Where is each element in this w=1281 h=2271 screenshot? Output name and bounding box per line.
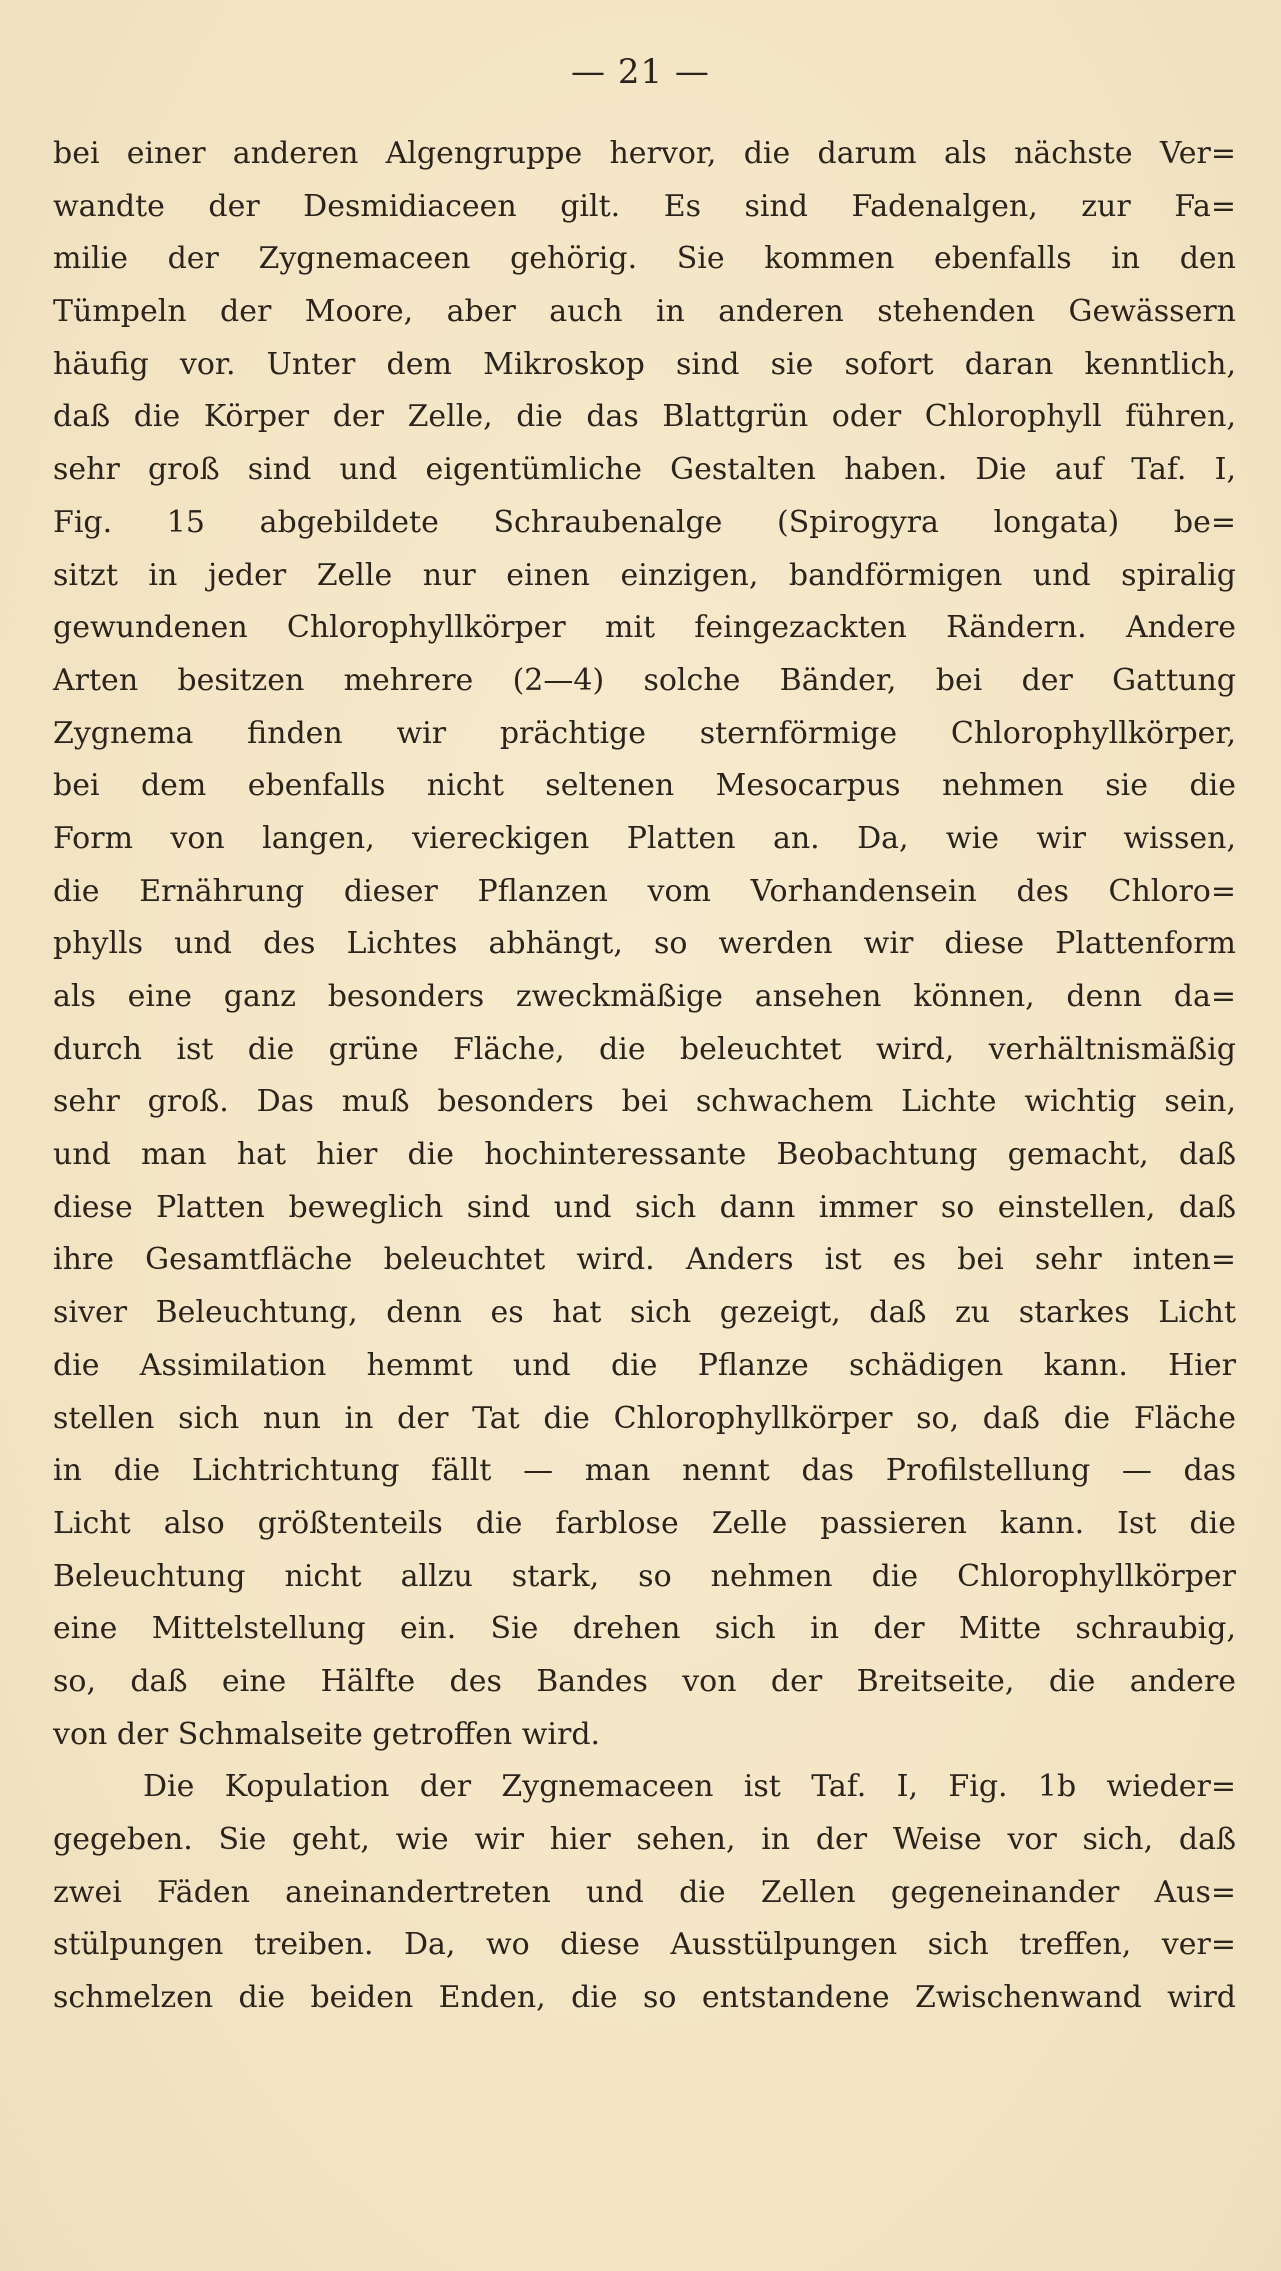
text-line: daß die Körper der Zelle, die das Blattgrün oder Chlorophyll führen, xyxy=(53,399,1236,435)
text-line: bei dem ebenfalls nicht seltenen Mesocarpus nehmen sie die xyxy=(53,768,1236,804)
text-line: Zygnema finden wir prächtige sternförmige Chlorophyllkörper, xyxy=(53,715,1236,751)
text-line: gegeben. Sie geht, wie wir hier sehen, in der Weise vor sich, daß xyxy=(53,1822,1236,1857)
body-text xyxy=(53,128,1236,2025)
text-line: Beleuchtung nicht allzu stark, so nehmen die Chlorophyllkörper xyxy=(53,1558,1236,1594)
text-line: siver Beleuchtung, denn es hat sich gezeigt, daß zu starkes Licht xyxy=(53,1295,1236,1331)
text-line: durch ist die grüne Fläche, die beleuchtet wird, verhältnismäßig xyxy=(53,1031,1236,1067)
text-line: als eine ganz besonders zweckmäßige ansehen können, denn da= xyxy=(53,979,1236,1014)
text-line: Fig. 15 abgebildete Schraubenalge (Spirogyra longata) be= xyxy=(53,504,1236,540)
text-line: zwei Fäden aneinandertreten und die Zellen gegeneinander Aus= xyxy=(53,1874,1236,1910)
text-line: stülpungen treiben. Da, wo diese Ausstülpungen sich treffen, ver= xyxy=(53,1927,1236,1963)
text-line: stellen sich nun in der Tat die Chlorophyllkörper so, daß die Fläche xyxy=(53,1400,1236,1436)
text-line: sehr groß. Das muß besonders bei schwachem Lichte wichtig sein, xyxy=(53,1084,1236,1120)
text-line: ihre Gesamtfläche beleuchtet wird. Anders ist es bei sehr inten= xyxy=(53,1242,1236,1278)
text-line: so, daß eine Hälfte des Bandes von der Breitseite, die andere xyxy=(53,1663,1236,1699)
text-line: Tümpeln der Moore, aber auch in anderen stehenden Gewässern xyxy=(53,294,1236,330)
text-line: Form von langen, viereckigen Platten an. Da, wie wir wissen, xyxy=(53,820,1236,856)
text-line: von der Schmalseite getroffen wird. xyxy=(53,1716,601,1752)
text-line: häufig vor. Unter dem Mikroskop sind sie sofort daran kenntlich, xyxy=(53,346,1236,382)
text-line: eine Mittelstellung ein. Sie drehen sich in der Mitte schraubig, xyxy=(53,1611,1236,1647)
text-line: und man hat hier die hochinteressante Beobachtung gemacht, daß xyxy=(53,1137,1236,1173)
text-line: wandte der Desmidiaceen gilt. Es sind Fadenalgen, zur Fa= xyxy=(53,188,1236,224)
text-line: die Ernährung dieser Pflanzen vom Vorhandensein des Chloro= xyxy=(53,873,1236,909)
text-line: sehr groß sind und eigentümliche Gestalten haben. Die auf Taf. I, xyxy=(53,452,1236,488)
page-number: — 21 — xyxy=(571,52,710,92)
text-line: milie der Zygnemaceen gehörig. Sie kommen ebenfalls in den xyxy=(53,241,1236,277)
text-line: phylls und des Lichtes abhängt, so werden wir diese Plattenform xyxy=(53,926,1236,962)
text-line: in die Lichtrichtung fällt — man nennt das Profilstellung — das xyxy=(53,1453,1236,1489)
text-line: bei einer anderen Algengruppe hervor, die darum als nächste Ver= xyxy=(53,136,1236,171)
text-line: Licht also größtenteils die farblose Zelle passieren kann. Ist die xyxy=(53,1505,1236,1541)
text-line: Arten besitzen mehrere (2—4) solche Bänder, bei der Gattung xyxy=(53,662,1236,698)
text-line: diese Platten beweglich sind und sich dann immer so einstellen, daß xyxy=(53,1189,1236,1225)
text-line: gewundenen Chlorophyllkörper mit feingezackten Rändern. Andere xyxy=(53,610,1236,646)
text-line: die Assimilation hemmt und die Pflanze schädigen kann. Hier xyxy=(53,1347,1236,1383)
text-line: Die Kopulation der Zygnemaceen ist Taf. I, Fig. 1b wieder= xyxy=(143,1769,1236,1805)
text-line: schmelzen die beiden Enden, die so entstandene Zwischenwand wird xyxy=(53,1980,1236,2016)
text-line: sitzt in jeder Zelle nur einen einzigen, bandförmigen und spiralig xyxy=(53,557,1236,593)
